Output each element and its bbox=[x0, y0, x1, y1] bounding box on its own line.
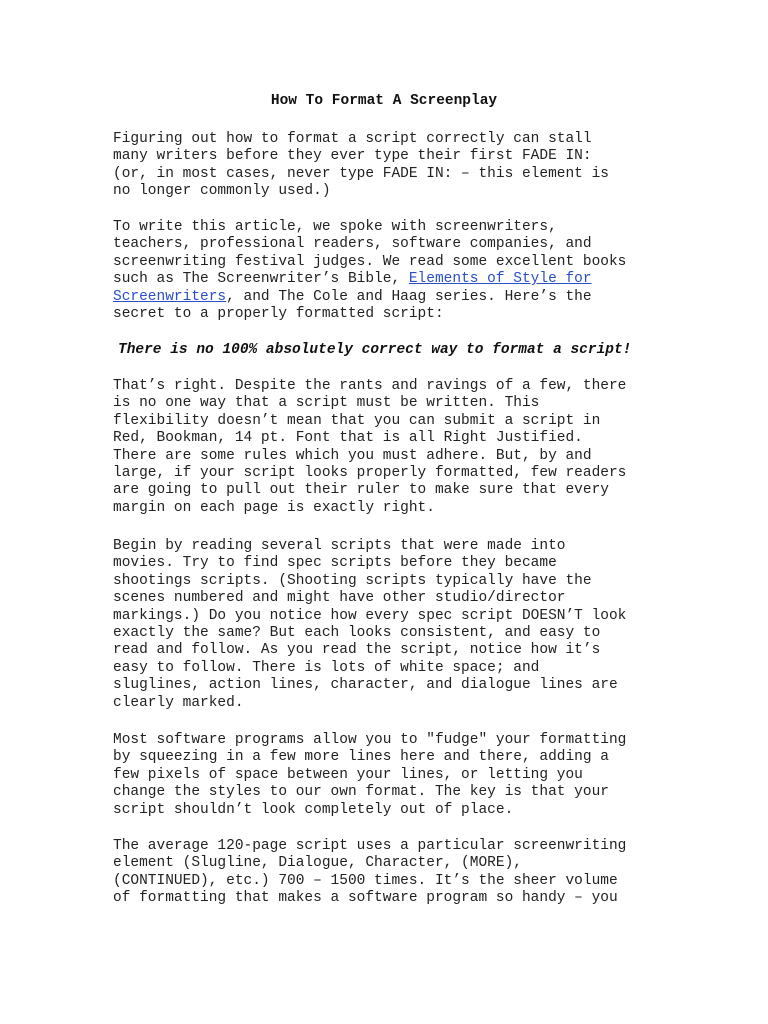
text-line: scenes numbered and might have other studio/director bbox=[113, 590, 566, 607]
text-line: margin on each page is exactly right. bbox=[113, 499, 435, 516]
text-line: is no one way that a script must be written. This bbox=[113, 395, 540, 412]
text-line: element (Slugline, Dialogue, Character, (MORE), bbox=[113, 855, 522, 872]
text-line bbox=[113, 289, 673, 306]
paragraph-volume bbox=[113, 838, 673, 908]
text-line: screenwriting festival judges. We read some excellent books bbox=[113, 253, 627, 270]
paragraph-flexibility bbox=[113, 378, 673, 517]
text-line: Figuring out how to format a script correctly can stall bbox=[113, 131, 592, 147]
text-line: To write this article, we spoke with screenwriters, bbox=[113, 219, 557, 235]
paragraph-intro bbox=[113, 131, 673, 201]
text-line: are going to pull out their ruler to make sure that every bbox=[113, 482, 609, 499]
paragraph-software bbox=[113, 732, 673, 819]
text-line: no longer commonly used.) bbox=[113, 183, 331, 200]
text-line: Most software programs allow you to "fudge" your formatting bbox=[113, 732, 627, 748]
text-segment: such as The Screenwriter’s Bible, bbox=[113, 271, 409, 288]
text-line: movies. Try to find spec scripts before they became bbox=[113, 555, 557, 572]
paragraph-research bbox=[113, 219, 673, 323]
text-line: easy to follow. There is lots of white space; and bbox=[113, 659, 540, 676]
text-line: That’s right. Despite the rants and ravings of a few, there bbox=[113, 378, 627, 394]
text-line: (or, in most cases, never type FADE IN: – this element is bbox=[113, 165, 609, 182]
link-elements-of-style-line2[interactable]: Screenwriters bbox=[113, 288, 227, 305]
text-line: few pixels of space between your lines, or letting you bbox=[113, 766, 583, 783]
text-line: sluglines, action lines, character, and dialogue lines are bbox=[113, 677, 618, 694]
text-line: read and follow. As you read the script, notice how it’s bbox=[113, 642, 601, 659]
key-statement: There is no 100% absolutely correct way to format a script! bbox=[118, 342, 632, 358]
text-line: shootings scripts. (Shooting scripts typically have the bbox=[113, 572, 592, 589]
text-line bbox=[113, 271, 673, 288]
text-line: many writers before they ever type their first FADE IN: bbox=[113, 148, 592, 165]
text-line: script shouldn’t look completely out of place. bbox=[113, 801, 514, 818]
text-line: Begin by reading several scripts that were made into bbox=[113, 538, 566, 554]
text-line: teachers, professional readers, software companies, and bbox=[113, 236, 592, 253]
text-line: There are some rules which you must adhere. But, by and bbox=[113, 447, 592, 464]
text-line: secret to a properly formatted script: bbox=[113, 305, 444, 322]
text-line: by squeezing in a few more lines here and there, adding a bbox=[113, 749, 609, 766]
text-line: (CONTINUED), etc.) 700 – 1500 times. It’s the sheer volume bbox=[113, 872, 618, 889]
text-line: exactly the same? But each looks consistent, and easy to bbox=[113, 624, 601, 641]
text-line: large, if your script looks properly formatted, few readers bbox=[113, 464, 627, 481]
text-line: Red, Bookman, 14 pt. Font that is all Right Justified. bbox=[113, 430, 583, 447]
text-line: clearly marked. bbox=[113, 694, 244, 711]
text-line: flexibility doesn’t mean that you can submit a script in bbox=[113, 412, 601, 429]
text-line: markings.) Do you notice how every spec script DOESN’T look bbox=[113, 607, 627, 624]
document-title: How To Format A Screenplay bbox=[270, 93, 498, 109]
text-line: change the styles to our own format. The key is that your bbox=[113, 784, 609, 801]
text-line: of formatting that makes a software program so handy – you bbox=[113, 890, 618, 907]
text-line: The average 120-page script uses a particular screenwriting bbox=[113, 838, 627, 854]
text-segment: , and The Cole and Haag series. Here’s the bbox=[226, 288, 592, 305]
paragraph-reading-scripts bbox=[113, 538, 673, 712]
link-elements-of-style-line1[interactable]: Elements of Style for bbox=[408, 271, 592, 288]
